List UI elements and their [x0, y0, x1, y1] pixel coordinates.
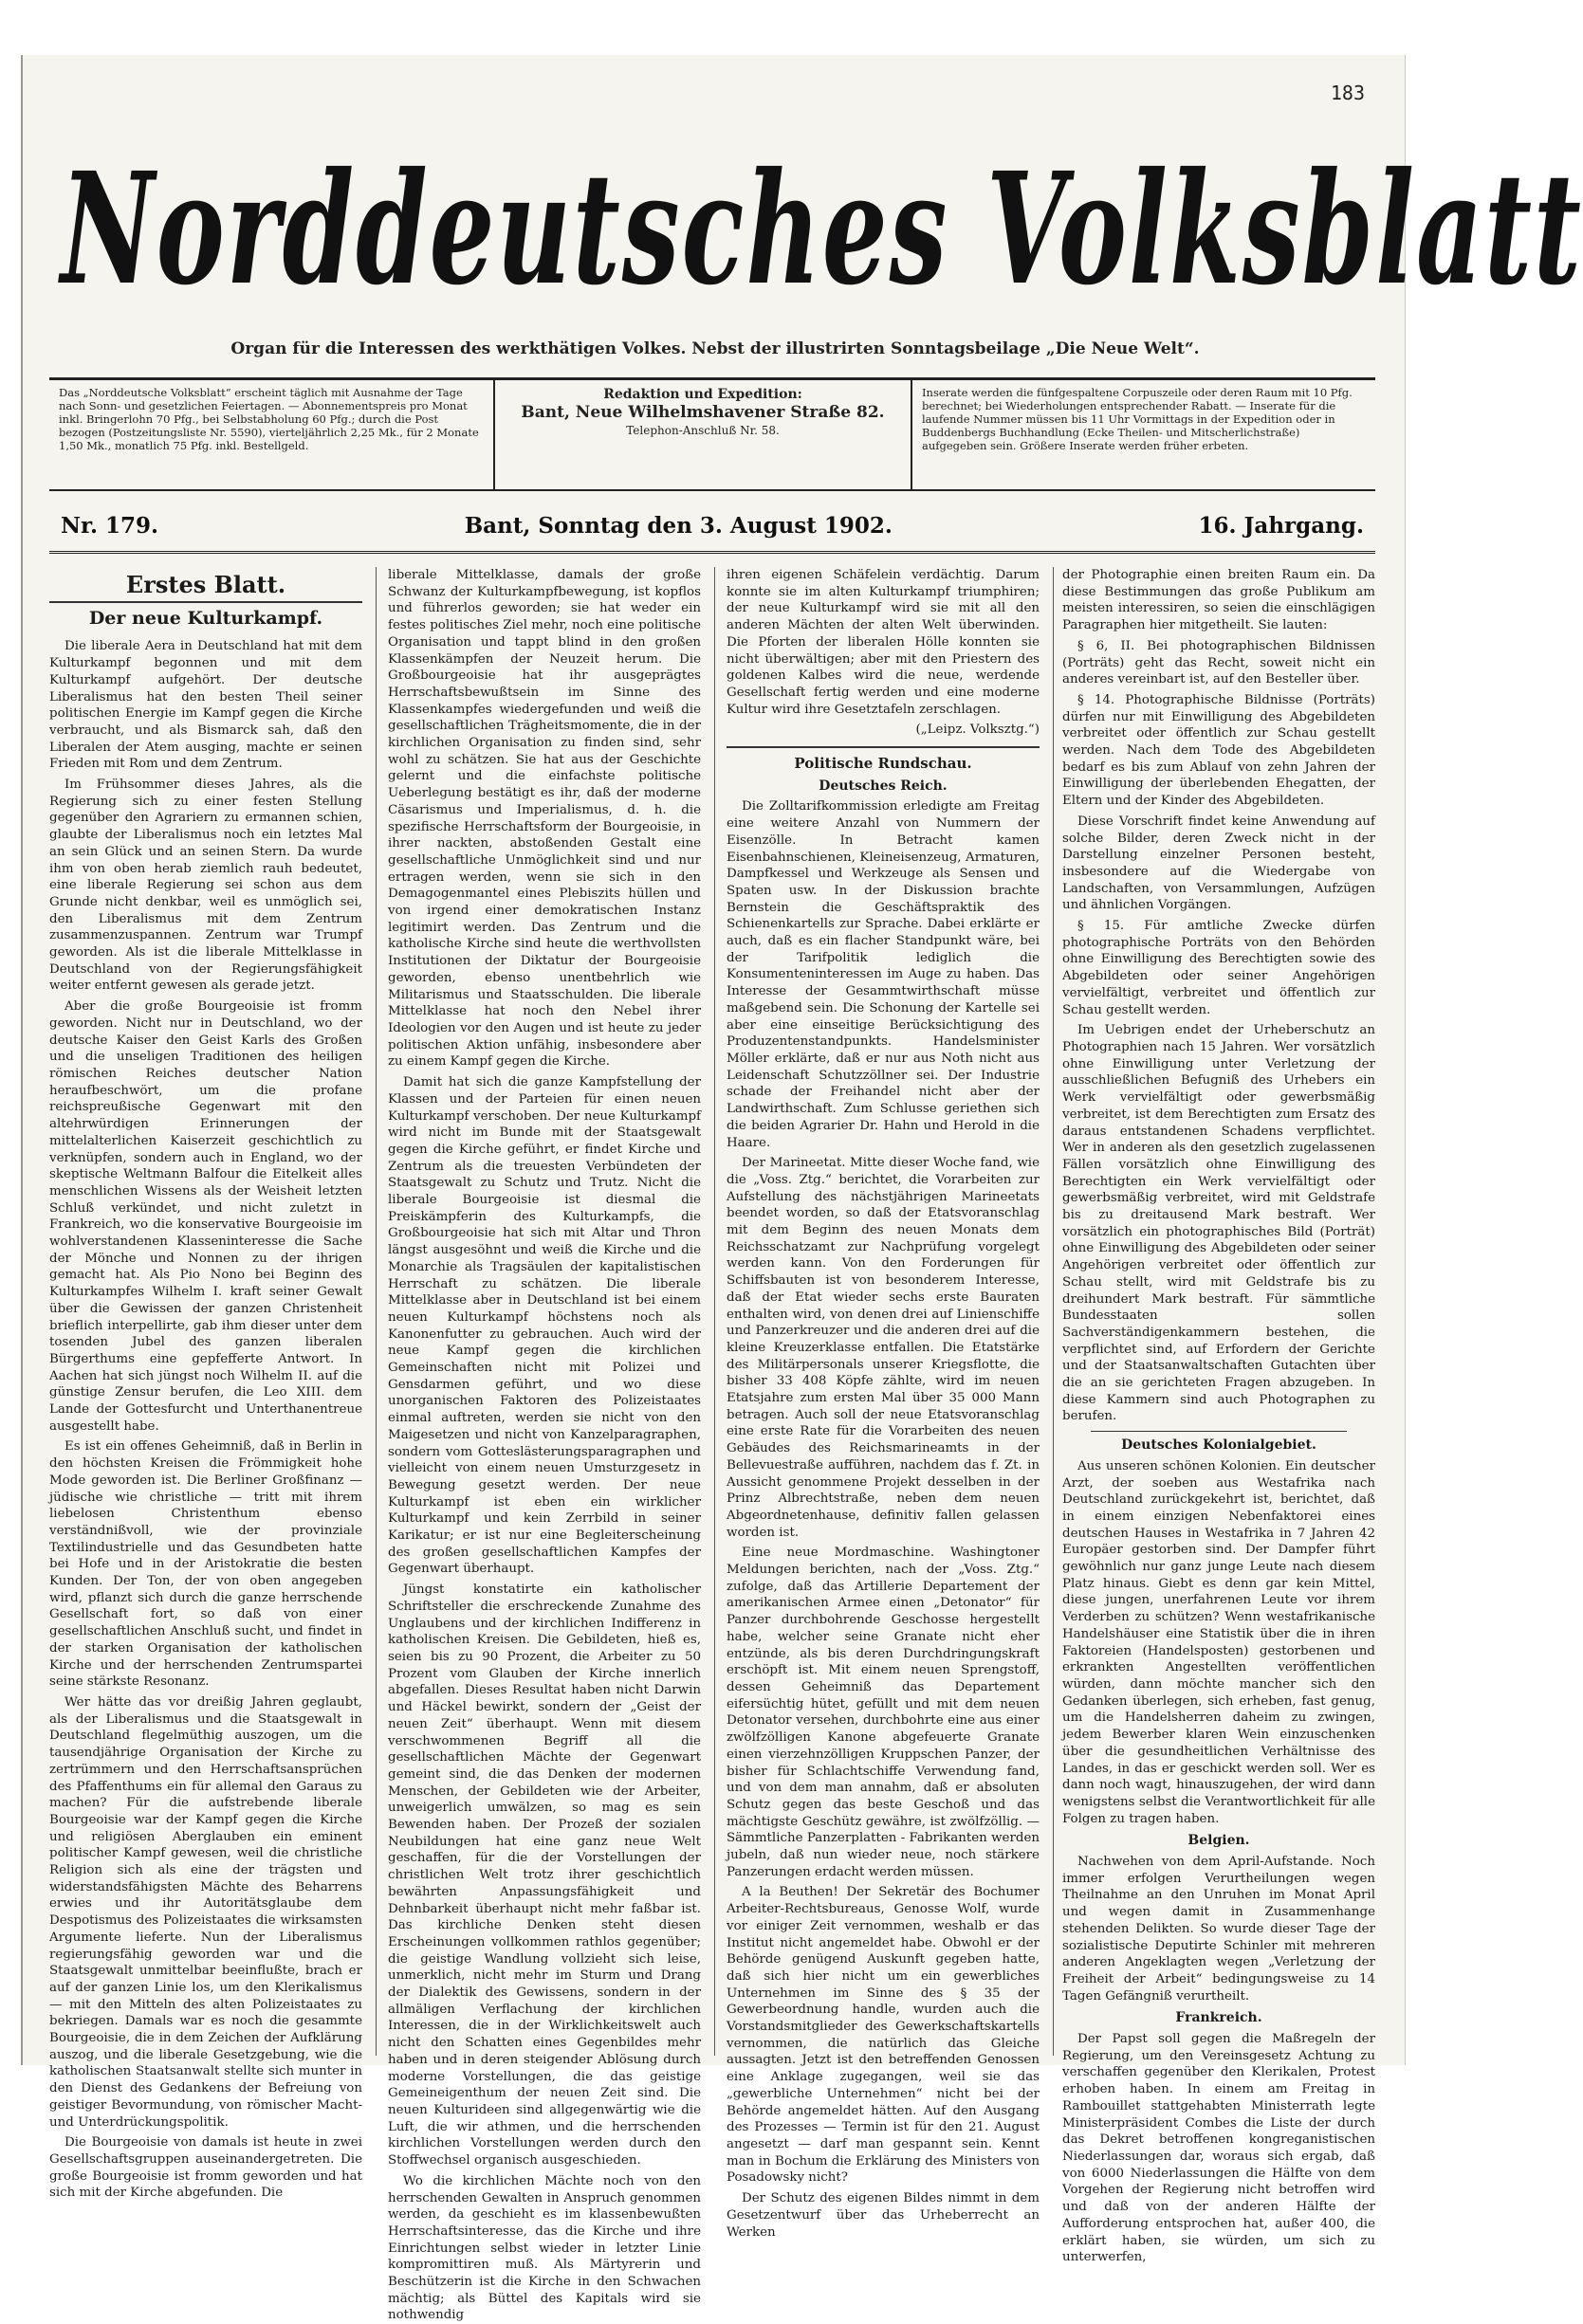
section-heading-first-sheet: Erstes Blatt. — [125, 571, 286, 598]
paragraph: Damit hat sich die ganze Kampfstellung der Klassen und der Parteien für einen neuen Kulturkampf verschoben. Der neue Kulturkampf wird nicht im Bunde mit der Staatsgewalt gegen die Kirche geführt, er findet Kirche und Zentrum als die treuesten Verbündeten der Staatsgewalt zu Schutz und Trutz. Nicht die liberale Bourgeoisie ist diesmal die Preiskämpferin des Kulturkampfs, die Großbourgeoisie hat sich mit Altar und Thron längst ausgesöhnt und weiß die Kirche und die Monarchie als Tragsäulen der kapitalistischen Herrschaft zu schätzen. Die liberale Mittelklasse aber in Deutschland ist bei einem neuen Kulturkampf höchstens noch als Kanonenfutter zu gebrauchen. Auch wird der neue Kampf gegen die kirchlichen Gemeinschaften nicht mit Polizei und Gensdarmen geführt, und wo diese unorganischen Faktoren des Polizeistaates einmal auftreten, werden sie nicht von den Maigesetzen und nicht von Kanzelparagraphen, sondern vom Gotteslästerungsparagraphen und vielleicht von einem neuen Umsturzgesetz in Bewegung gesetzt werden. Der neue Kulturkampf ist eben ein wirklicher Kulturkampf und kein Zerrbild in seiner Karikatur; er ist nur eine Begleiterscheinung des großen gesellschaftlichen Kampfes der Gegenwart überhaupt. — [388, 1075, 701, 1577]
paragraph: Nachwehen von dem April-Aufstande. Noch immer erfolgen Verurtheilungen wegen Theilnahme an den Unruhen im Monat April und wegen damit in Zusammenhange stehenden Delikten. So wurde dieser Tage der sozialistische Deputirte Schinler mit mehreren anderen Angeklagten wegen „Verletzung der Freiheit der Arbeit“ bedingungsweise zu 14 Tagen Gefängniß verurtheilt. — [1062, 1855, 1375, 2004]
paragraph: Die liberale Aera in Deutschland hat mit dem Kulturkampf begonnen und mit dem Kulturkampf aufgehört. Der deutsche Liberalismus hat den besten Theil seiner politischen Energie im Kampf gegen die Kirche verbraucht, und als Bismarck sah, daß den Liberalen der Atem ausging, machte er seinen Frieden mit Rom und dem Zentrum. — [49, 639, 362, 772]
source-credit: („Leipz. Volksztg.“) — [915, 723, 1040, 738]
paragraph: Aber die große Bourgeoisie ist fromm geworden. Nicht nur in Deutschland, wo der deutsche Kaiser den Geist Karls des Großen und die unseligen Traditionen des heiligen römischen Reiches deutscher Nation heraufbeschwört, um die profane reichspreußische Gegenwart mit den altehrwürdigen Erinnerungen der mittelalterlichen Kaiserzeit geschichtlich zu verknüpfen, sondern auch in England, wo der skeptische Weltmann Balfour die Eitelkeit alles menschlichen Wissens als der Weisheit letzten Schluß verkündet, und nicht zuletzt in Frankreich, wo die konservative Bourgeoisie im wohlverstandenen Klasseninteresse die Sache der Mönche und Nonnen zu der ihrigen gemacht hat. Als Pio Nono bei Beginn des Kulturkampfes Wilhelm I. kraft seiner Gewalt über die Gewissen der ganzen Christenheit brieflich interpellirte, gab ihm dieser unter dem tosenden Jubel des ganzen liberalen Bürgerthums eine gepfefferte Antwort. In Aachen hat sich jüngst noch Wilhelm II. auf die günstige Zensur berufen, die Leo XIII. dem Lande der Gottesfurcht und Unterthanentreue ausgestellt habe. — [49, 999, 362, 1434]
editorial-office-address: Bant, Neue Wilhelmshavener Straße 82. — [521, 403, 885, 422]
editorial-office-phone: Telephon-Anschluß Nr. 58. — [626, 424, 780, 437]
paragraph: Die Zolltarifkommission erledigte am Freitag eine weitere Anzahl von Nummern der Eisenzölle. In Betracht kamen Eisenbahnschienen, Kleineisenzeug, Armaturen, Dampfkessel und Werkzeuge als Sensen und Spaten usw. In der Diskussion brachte Bernstein die Geschäftspraktik des Schienenkartells zur Sprache. Dabei erklärte er auch, daß es ein flacher Standpunkt wäre, bei der Tarifpolitik lediglich die Konsumenteninteressen im Auge zu haben. Das Interesse der Gesammtwirthschaft müsse maßgebend sein. Die Schonung der Kartelle sei aber eine einseitige Berücksichtigung des Produzentenstandpunkts. Handelsminister Möller erklärte, daß er nur aus Noth nicht aus Leidenschaft Schutzzöllner sei. Der Industrie schade der Freihandel nicht aber der Landwirthschaft. Zum Schlusse geriethen sich die beiden Agrarier Dr. Hahn und Herold in die Haare. — [727, 799, 1040, 1150]
subscription-info: Das „Norddeutsche Volksblatt“ erscheint täglich mit Ausnahme der Tage nach Sonn- und gesetzlichen Feiertagen. — Abonnementspreis pro Monat inkl. Bringerlohn 70 Pfg., bei Selbstabholung 60 Pfg.; durch die Post bezogen (Postzeitungsliste Nr. 5590), vierteljährlich 2,25 Mk., für 2 Monate 1,50 Mk., monatlich 75 Pfg. inkl. Bestellgeld. — [49, 380, 495, 489]
paragraph: § 6, II. Bei photographischen Bildnissen (Porträts) geht das Recht, soweit nicht ein anderes vereinbart ist, auf den Besteller über. — [1062, 638, 1375, 687]
masthead-subtitle: Organ für die Interessen des werkthätigen Volkes. Nebst der illustrirten Sonntagsbeilage „Die Neue Welt“. — [230, 339, 1200, 358]
paragraph: Aus unseren schönen Kolonien. Ein deutscher Arzt, der soeben aus Westafrika nach Deutschland zurückgekehrt ist, berichtet, daß in einem einzigen Nebenfaktorei eines deutschen Hauses in Westafrika in 7 Jahren 42 Europäer gestorben sind. Der Dampfer führt gewöhnlich nur ganz junge Leute nach diesem Platz hinaus. Giebt es denn gar kein Mittel, diese jungen, unerfahrenen Leute vor ihrem Verderben zu schützen? Wenn westafrikanische Handelshäuser eine Statistik über die in ihren Faktoreien (Handelsposten) gestorbenen und erkrankten Angestellten veröffentlichen würden, dann möchte mancher sich den Gedanken überlegen, sich erheben, fast genug, um die Handelsherren daheim zu zwingen, jedem Bewerber klaren Wein einzuschenken über die gesundheitlichen Verhältnisse des Landes, in das er geschickt werden soll. Wer es dann noch wagt, hinauszugehen, der wird dann wenigstens selbst die Verantwortlichkeit für alle Folgen zu tragen haben. — [1062, 1458, 1375, 1826]
paragraph: § 14. Photographische Bildnisse (Porträts) dürfen nur mit Einwilligung des Abgebildeten verbreitet oder öffentlich zur Schau gestellt werden. Nach dem Tode des Abgebildeten bedarf es bis zum Ablauf von zehn Jahren der Einwilligung der überlebenden Ehegatten, der Eltern und der Kinder des Abgebildeten. — [1062, 692, 1375, 809]
paragraph: Diese Vorschrift findet keine Anwendung auf solche Bilder, deren Zweck nicht in der Darstellung einzelner Personen besteht, insbesondere auf die Wiedergabe von Landschaften, von Versammlungen, Aufzügen und ähnlichen Vorgängen. — [1062, 814, 1375, 913]
paragraph: Es ist ein offenes Geheimniß, daß in Berlin in den höchsten Kreisen die Frömmigkeit hohe Mode geworden ist. Die Berliner Großfinanz — jüdische wie christliche — tritt mit ihrem liebelosen Christenthum ebenso verständnißvoll, wie der provinziale Textilindustrielle und das Gesundbeten hatte bei Hofe und in der Aristokratie die besten Kunden. Der Ton, der von oben angegeben wird, pflanzt sich durch die ganze herrschende Gesellschaft fort, so daß von einer gesellschaftlichen Anschluß sucht, und findet in der starken Organisation der katholischen Kirche und der herrschenden Zentrumspartei seine stärkste Resonanz. — [49, 1439, 362, 1690]
column-3 — [727, 567, 1040, 2240]
paragraph: Der Marineetat. Mitte dieser Woche fand, wie die „Voss. Ztg.“ berichtet, die Vorarbeiten zur Aufstellung des nächstjährigen Marineetats beendet worden, so daß der Etatsvoranschlag mit dem Beginn des neuen Monats dem Reichsschatzamt zur Nachprüfung vorgelegt werden kann. Von den Forderungen für Schiffsbauten ist von besonderem Interesse, daß der Etat wieder sechs erste Bauraten enthalten wird, von denen drei auf Linienschiffe und Panzerkreuzer und die anderen drei auf die kleine Kreuzerklasse entfallen. Die Etatstärke des Militärpersonals unserer Kriegsflotte, die bisher 33 408 Köpfe zählte, wird im neuen Etatsjahre zum ersten Mal über 35 000 Mann betragen. Auch soll der neue Etatsvoranschlag eine erste Rate für die Vorarbeiten des neuen Gebäudes des Reichsmarineamts in der Bellevuestraße aufführen, nachdem das f. Zt. in Aussicht genommene Projekt desselben in der Prinz Albrechtstraße, neben dem neuen Abgeordnetenhause, definitiv fallen gelassen worden ist. — [727, 1156, 1040, 1540]
issue-number: Nr. 179. — [61, 513, 159, 539]
paragraph: § 15. Für amtliche Zwecke dürfen photographische Porträts von den Behörden ohne Einwilligung des Berechtigten sowie des Abgebildeten oder seiner Angehörigen vervielfältigt, verbreitet und öffentlich zur Schau gestellt werden. — [1062, 919, 1375, 1017]
masthead-title: Norddeutsches Volksblatt — [61, 140, 1583, 320]
editorial-office-info — [495, 380, 912, 489]
subsection-heading-belgium: Belgien. — [1187, 1833, 1250, 1849]
issue-date: Bant, Sonntag den 3. August 1902. — [464, 513, 893, 539]
paragraph: Der Schutz des eigenen Bildes nimmt in dem Gesetzentwurf über das Urheberrecht an Werken — [727, 2191, 1040, 2240]
column-1 — [49, 567, 362, 2201]
column-2 — [388, 567, 701, 2323]
dateline — [49, 501, 1375, 554]
paragraph: Wo die kirchlichen Mächte noch von den herrschenden Gewalten in Anspruch genommen werden, da geschieht es im klassenbewußten Herrschaftsinteresse, das die Kirche und ihre Einrichtungen selbst wieder in letzter Linie kompromittiren muß. Als Märtyrerin und Beschützerin ist die Kirche in den Schwachen mächtig; als Büttel des Kapitals wird sie nothwendig — [388, 2173, 701, 2323]
paragraph: A la Beuthen! Der Sekretär des Bochumer Arbeiter-Rechtsbureaus, Genosse Wolf, wurde vor einiger Zeit vernommen, weshalb er das Institut nicht angemeldet habe. Obwohl er der Behörde genügend Auskunft gegeben hatte, daß sich hier nicht um ein gewerbliches Unternehmen im Sinne des § 35 der Gewerbeordnung handle, wurden auch die Vorstandsmitglieder des Gewerkschaftskartells vernommen, die natürlich das Gleiche aussagten. Jetzt ist den betreffenden Genossen eine Anklage zugegangen, weil sie das „gewerbliche Unternehmen“ nicht bei der Behörde angemeldet hätten. Auf den Ausgang des Prozesses — Termin ist für den 21. August angesetzt — darf man gespannt sein. Kennt man in Bochum die Erklärung des Ministers von Posadowsky nicht? — [727, 1885, 1040, 2186]
section-heading-political-review: Politische Rundschau. — [794, 755, 972, 773]
paragraph: Der Papst soll gegen die Maßregeln der Regierung, um den Vereinsgesetz Achtung zu verschaffen gegenüber den Klerikalen, Protest erhoben haben. In einem am Freitag in Rambouillet stattgehabten Ministerrath legte Ministerpräsident Combes die Liste der durch das Dekret betroffenen kongreganistischen Niederlassungen dar, woraus sich ergab, daß von 6000 Niederlassungen die Hälfte von dem Vorgehen der Regierung nicht betroffen wird und daß von der anderen Hälfte der Aufforderung entsprochen hat, außer 400, die erklärt haben, sie würden, um sich zu unterwerfen, — [1062, 2032, 1375, 2265]
paragraph: Die Bourgeoisie von damals ist heute in zwei Gesellschaftsgruppen auseinandergetreten. Die große Bourgeoisie ist fromm geworden und hat sich mit der Kirche abgefunden. Die — [49, 2135, 362, 2201]
paragraph: ihren eigenen Schäfelein verdächtig. Darum konnte sie im alten Kulturkampf triumphiren; der neue Kulturkampf wird sie mit all den anderen Mächten der alten Welt überwinden. Die Pforten der liberalen Hölle konnten sie nicht überwältigen; aber mit den Priestern des goldenen Kalbes wird die neue, werdende Gesellschaft fertig werden und eine moderne Kultur wird ihre Gesetztafeln zerschlagen. — [727, 568, 1040, 717]
paragraph: liberale Mittelklasse, damals der große Schwanz der Kulturkampfbewegung, ist kopflos und führerlos geworden; sie hat weder ein festes politisches Ziel mehr, noch eine politische Organisation und tappt blind in den großen Klassenkämpfen der Neuzeit herum. Die Großbourgeoisie hat ihr ausgeprägtes Herrschaftsbewußtsein im Sinne des Klassenkampfes wiedergefunden und weiß die gesellschaftlichen Trägheitsmomente, die in der kirchlichen Organisation zu finden sind, sehr wohl zu schätzen. Sie hat aus der Geschichte gelernt und die einfachste politische Ueberlegung bestätigt es ihr, daß der moderne Cäsarismus und Imperialismus, d. h. die spezifische Herrschaftsform der Bourgeoisie, in ihrer nackten, abstoßenden Gestalt eine gesellschaftliche Unmöglichkeit sind und nur ertragen werden, wenn sie sich in den Demagogenmantel eines Plebiszits hüllen und von irgend einer demokratischen Instanz legitimirt werden. Das Zentrum und die katholische Kirche sind heute die werthvollsten Institutionen der Diktatur der Bourgeoisie geworden, ebenso unentbehrlich wie Militarismus und Staatsschulden. Die liberale Mittelklasse hat noch den Nebel ihrer Ideologien vor den Augen und ist heute zu jeder politischen Aktion unfähig, insbesondere aber zu einem Kampf gegen die Kirche. — [388, 568, 701, 1070]
subsection-heading-france: Frankreich. — [1175, 2010, 1262, 2026]
article-title: Der neue Kulturkampf. — [88, 607, 323, 629]
paragraph: Eine neue Mordmaschine. Washingtoner Meldungen berichten, nach der „Voss. Ztg.“ zufolge, daß das Artillerie Departement der amerikanischen Armee einen „Detonator“ für Panzer durchbohrende Geschosse hergestellt habe, welcher seine Granate nicht eher entzünde, als bis deren Durchdringungskraft erschöpft ist. Mit einem neuen Sprengstoff, dessen Geheimniß das Departement eifersüchtig hütet, gefüllt und mit dem neuen Detonator versehen, durchbohrte eine aus einer zwölfzölligen Kanone abgefeuerte Granate einen vierzehnzölligen Kruppschen Panzer, der bisher für Schlachtschiffe Verwendung fand, und von dem man annahm, daß er absoluten Schutz gegen das beste Geschoß und das mächtigste Geschütz gewähre, ist zwölfzöllig. — Sämmtliche Panzerplatten - Fabrikanten werden jubeln, daß nun wieder neue, noch stärkere Panzerungen erdacht werden müssen. — [727, 1546, 1040, 1879]
newspaper-page — [21, 55, 1583, 2323]
paragraph: der Photographie einen breiten Raum ein. Da diese Bestimmungen das große Publikum am meisten interessiren, so seien die einschlägigen Paragraphen hier mitgetheilt. Sie lauten: — [1062, 568, 1375, 633]
volume-year: 16. Jahrgang. — [1198, 513, 1364, 539]
info-bar — [49, 377, 1375, 491]
column-4 — [1062, 567, 1375, 2265]
page-number: 183 — [1330, 82, 1365, 104]
subsection-heading-colonial: Deutsches Kolonialgebiet. — [1121, 1437, 1316, 1454]
paragraph: Wer hätte das vor dreißig Jahren geglaubt, als der Liberalismus und die Staatsgewalt in Deutschland flegelmüthig auszogen, um die tausendjährige Organisation der Kirche zu zertrümmern und den Herrschaftsansprüchen des Pfaffenthums ein für allemal den Garaus zu machen? Für die aufstrebende liberale Bourgeoisie war der Kampf gegen die Kirche und religiösen Aberglauben ein eminent politischer Kampf gewesen, weil die christliche Religion sich als eine der trägsten und widerstandsfähigsten Mächte des Beharrens erwies und ihr Autoritätsglaube dem Despotismus des Polizeistaates die wirksamsten Argumente lieferte. Nun der Liberalismus regierungsfähig geworden war und die Staatsgewalt unmittelbar beeinflußte, brach er auf der ganzen Linie los, um den Klerikalismus — mit den Mitteln des alten Polizeistaates zu bekriegen. Damals war es noch die gesammte Bourgeoisie, die in dem Zeichen der Aufklärung auszog, und die liberale Gesetzgebung, wie die katholischen Staatsanwalt stellte sich munter in den Dienst des Gedankens der Befreiung von geistiger Bevormundung, von römischer Macht- und Unterdrückungspolitik. — [49, 1695, 362, 2130]
editorial-office-title: Redaktion und Expedition: — [603, 387, 802, 402]
paragraph: Jüngst konstatirte ein katholischer Schriftsteller die erschreckende Zunahme des Unglaubens und der kirchlichen Indifferenz in katholischen Kreisen. Die Gebildeten, hieß es, seien bis zu 90 Prozent, die Arbeiter zu 50 Prozent vom Glauben der Kirche innerlich abgefallen. Dieses Resultat haben nicht Darwin und Häckel bewirkt, sondern der „Geist der neuen Zeit“ überhaupt. Wenn mit diesem verschwommenen Begriff all die gesellschaftlichen Mächte der Gegenwart gemeint sind, die das Denken der modernen Menschen, der Gebildeten wie der Arbeiter, unweigerlich umwälzen, so mag es sein Bewenden haben. Der Prozeß der sozialen Neubildungen hat eine ganz neue Welt geschaffen, für die der Vorstellungen der christlichen Welt trotz ihrer geschichtlich bewährten Anpassungsfähigkeit und Dehnbarkeit überhaupt nicht mehr faßbar ist. Das kirchliche Denken steht diesen Erscheinungen vollkommen rathlos gegenüber; die geistige Wandlung vollzieht sich leise, unmerklich, nicht mehr im Sturm und Drang der Dialektik des Gewissens, sondern in der allmäligen Verflachung der kirchlichen Interessen, die in der Wirklichkeitswelt auch nicht den Schatten eines Gegenbildes mehr haben und in deren steigender Ablösung durch moderne Vorstellungen, die das geistige Gemeineigenthum der neuen Zeit sind. Die neuen Kulturideen sind allgegenwärtig wie die Luft, die wir athmen, und die herrschenden kirchlichen Vorstellungen werden durch den Stoffwechsel organisch ausgeschieden. — [388, 1583, 701, 2168]
article-columns — [49, 567, 1375, 2323]
subsection-heading-german-reich: Deutsches Reich. — [819, 778, 948, 794]
paragraph: Im Frühsommer dieses Jahres, als die Regierung sich zu einer festen Stellung gegenüber den Agrariern zu ermannen schien, glaubte der Liberalismus noch ein letztes Mal an sein Glück und an seinen Stern. Da wurde ihm von oben herab ziemlich rauh bedeutet, eine liberale Regierung sei schon aus dem Grunde nicht denkbar, weil es unmöglich sei, den Liberalismus mit dem Zentrum zusammenzuspannen. Zentrum war Trumpf geworden. Als ist die liberale Mittelklasse in Deutschland von der Regierungsfähigkeit weiter entfernt gewesen als gerade jetzt. — [49, 778, 362, 994]
paragraph: Im Uebrigen endet der Urheberschutz an Photographien nach 15 Jahren. Wer vorsätzlich ohne Einwilligung unter Verletzung der ausschließlichen Befugniß des Urhebers ein Werk vervielfältigt oder gewerbsmäßig verbreitet, ist dem Berechtigten zum Ersatz des daraus entstandenen Schadens verpflichtet. Wer in anderen als den gesetzlich zugelassenen Fällen vorsätzlich ohne Einwilligung des Berechtigten ein Werk vervielfältigt oder gewerbsmäßig verbreitet, wird mit Geldstrafe bis zu dreitausend Mark bestraft. Wer vorsätzlich ein photographisches Bild (Porträt) ohne Einwilligung des Abgebildeten oder seiner Angehörigen verbreitet oder öffentlich zur Schau stellt, wird mit Geldstrafe bis zu dreihundert Mark bestraft. Für sämmtliche Bundesstaaten sollen Sachverständigenkammern bestehen, die verpflichtet sind, auf Erfordern der Gerichte und der Staatsanwaltschaften Gutachten über die an sie gerichteten Fragen abzugeben. In diese Kammern sind auch Photographen zu berufen. — [1062, 1023, 1375, 1424]
advertising-info: Inserate werden die fünfgespaltene Corpuszeile oder deren Raum mit 10 Pfg. berechnet; bei Wiederholungen entsprechender Rabatt. — Inserate für die laufende Nummer müssen bis 11 Uhr Vormittags in der Expedition oder in Buddenbergs Buchhandlung (Ecke Theilen- und Mitscherlichstraße) aufgegeben sein. Größere Inserate werden früher erbeten. — [922, 386, 1353, 452]
